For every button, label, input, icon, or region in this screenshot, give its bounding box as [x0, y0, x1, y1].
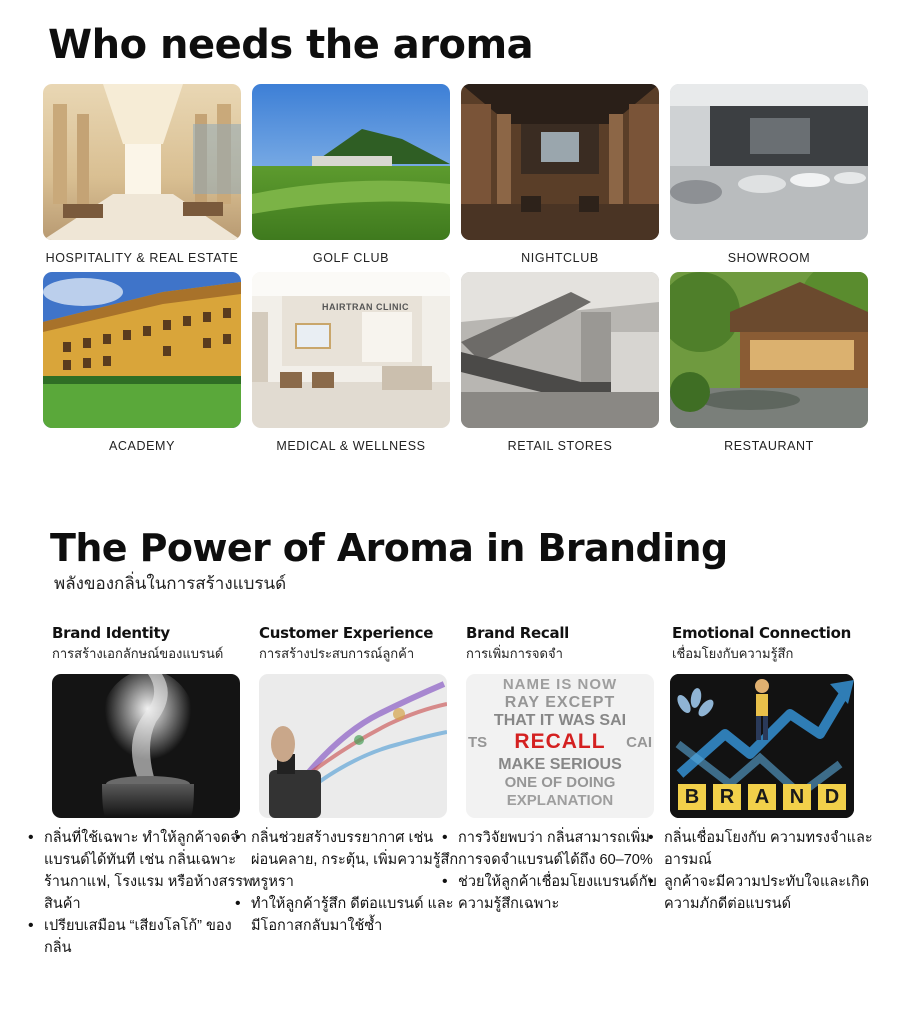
recall-bg-line: MAKE SERIOUS [498, 756, 622, 773]
audience-label: MEDICAL & WELLNESS [276, 439, 426, 453]
mall-escalator-image [461, 272, 659, 428]
brand-letter: B [678, 784, 706, 810]
audience-label: RETAIL STORES [507, 439, 613, 453]
benefit-bullets [28, 827, 253, 959]
brand-letter: N [783, 784, 811, 810]
benefit-subtitle: การเพิ่มการจดจำ [466, 646, 563, 661]
audience-label: SHOWROOM [727, 251, 811, 265]
nightclub-interior-image [461, 84, 659, 240]
brand-letter: R [713, 784, 741, 810]
recall-bg-line: ONE OF DOING [504, 774, 616, 791]
audience-label: HOSPITALITY & REAL ESTATE [45, 251, 239, 265]
bullet-item: • การวิจัยพบว่า กลิ่นสามารถเพิ่มการจดจำแบรนด์ได้ถึง 60–70% [442, 827, 667, 871]
recall-bg-line: EXPLANATION [506, 792, 614, 809]
bullet-item: • ลูกค้าจะมีความประทับใจและเกิดความภักดีต่อแบรนด์ [648, 871, 873, 915]
garden-restaurant-image [670, 272, 868, 428]
benefit-subtitle: การสร้างประสบการณ์ลูกค้า [259, 646, 415, 661]
audience-card-hospitality [43, 84, 241, 265]
recall-bg-line: NAME IS NOW [502, 676, 618, 693]
benefit-column-brand-recall [458, 624, 661, 912]
audience-card-nightclub [461, 84, 659, 265]
audience-card-showroom [670, 84, 868, 265]
bullet-item: • กลิ่นช่วยสร้างบรรยากาศ เช่น ผ่อนคลาย, กระตุ้น, เพิ่มความรู้สึกหรูหรา [235, 827, 460, 893]
bullet-item: • ทำให้ลูกค้ารู้สึก ดีต่อแบรนด์ และมีโอกาสกลับมาใช้ซ้ำ [235, 893, 460, 937]
section-subtitle-thai: พลังของกลิ่นในการสร้างแบรนด์ [54, 574, 287, 593]
brand-letter: A [748, 784, 776, 810]
benefit-column-brand-identity [44, 624, 253, 956]
audience-card-golf [252, 84, 450, 265]
audience-card-retail [461, 272, 659, 453]
benefit-title: Brand Identity [52, 624, 170, 642]
section-title-who-needs: Who needs the aroma [48, 22, 534, 68]
audience-card-restaurant [670, 272, 868, 453]
clinic-reception-image [252, 272, 450, 428]
benefit-column-emotional-connection [664, 624, 873, 912]
academy-building-image [43, 272, 241, 428]
clinic-sign-text: HAIRTRAN CLINIC [322, 302, 409, 312]
perfume-splash-image [259, 674, 447, 818]
benefit-column-customer-experience [251, 624, 459, 934]
golf-course-image [252, 84, 450, 240]
section-title-power-of-aroma: The Power of Aroma in Branding [50, 526, 728, 570]
benefit-subtitle: การสร้างเอกลักษณ์ของแบรนด์ [52, 646, 224, 661]
benefit-bullets [442, 827, 667, 915]
recall-bg-line: RAY EXCEPT [504, 694, 616, 711]
car-showroom-image [670, 84, 868, 240]
benefit-title: Brand Recall [466, 624, 570, 642]
audience-label: ACADEMY [108, 439, 176, 453]
recall-bg-line: THAT IT WAS SAI [493, 712, 627, 729]
benefit-title: Emotional Connection [672, 624, 851, 642]
brand-letter: D [818, 784, 846, 810]
bullet-item: • ช่วยให้ลูกค้าเชื่อมโยงแบรนด์กับความรู้สึกเฉพาะ [442, 871, 667, 915]
bullet-item: • เปรียบเสมือน “เสียงโลโก้” ของกลิ่น [28, 915, 253, 959]
recall-bg-line: CAI [626, 734, 652, 751]
audience-card-medical [252, 272, 450, 453]
diffuser-mist-image [52, 674, 240, 818]
benefit-title: Customer Experience [259, 624, 434, 642]
benefit-bullets [235, 827, 460, 937]
audience-label: RESTAURANT [724, 439, 814, 453]
bullet-item: • กลิ่นที่ใช้เฉพาะ ทำให้ลูกค้าจดจำแบรนด์ได้ทันที เช่น กลิ่นเฉพาะร้านกาแฟ, โรงแรม หรือห้างสรรพสินค้า [28, 827, 253, 915]
brand-growth-image [670, 674, 854, 818]
recall-text-image [466, 674, 654, 818]
benefit-bullets [648, 827, 873, 915]
bullet-item: • กลิ่นเชื่อมโยงกับ ความทรงจำและอารมณ์ [648, 827, 873, 871]
recall-bg-line: TS [468, 734, 488, 751]
audience-label: GOLF CLUB [312, 251, 390, 265]
recall-word: RECALL [514, 730, 606, 753]
audience-label: NIGHTCLUB [521, 251, 599, 265]
benefit-subtitle: เชื่อมโยงกับความรู้สึก [672, 646, 794, 661]
audience-card-academy [43, 272, 241, 453]
hotel-lobby-image [43, 84, 241, 240]
